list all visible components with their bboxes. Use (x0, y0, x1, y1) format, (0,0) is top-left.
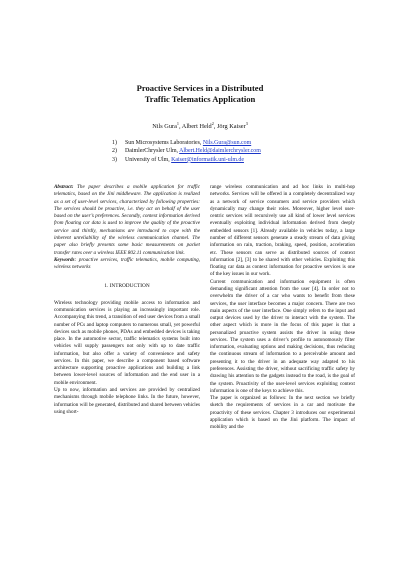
email-link[interactable]: Kaiser@informatik.uni-ulm.de (171, 156, 244, 163)
abstract-label: Abstract: (54, 184, 74, 190)
affiliation-org: Sun Microsystems Laboratories, (125, 140, 203, 146)
author-separator: , (178, 123, 182, 130)
author-name: Albert Held (181, 123, 212, 130)
body-paragraph: range wireless communication and ad hoc links in multi-hop networks. Services will be offered in a completely decentralized way as a network of service consumers and service providers which dynamically may change their roles. Moreover, higher level user-centric services will recursively use all kind of lower level services eventually exploiting individual information derived from deeply embedded sensors [1]. Already available in vehicles today, a large number of different sensors generate a steady stream of data giving information on rain, traction, braking, speed, position, acceleration etc. These sensors can serve as distributed sources of context information [2], [3] to be shared with other vehicles. Exploiting this floating car data as context information for proactive services is one of the key issues in our work. (210, 184, 355, 278)
keywords-label: Keywords (54, 256, 75, 263)
affiliation-org: University of Ulm, (125, 156, 172, 163)
section-heading: 1. INTRODUCTION (104, 283, 150, 290)
abstract-text: The paper describes a mobile application for traffic telematics, based on the Jini middleware. The application is realized as a set of user-level services, characterized by following properties: The services should be proactive, i.e. they act on behalf of the user based on the user’s preferences. Secondly, context information derived from floating car data is used to improve the quality of the proactive service and thirdly, mechanisms are introduced to cope with the inherent unreliability of the wireless communication channel. The paper also briefly presents some basic measurements on packet transfer rates over a wireless IEEE 802.11 communication link. (54, 184, 200, 256)
author-name: Nils Gura (152, 123, 177, 130)
keywords (54, 257, 200, 272)
intro-paragraph: Wireless technology providing mobile access to information and communication services is playing an increasingly important role. Accompanying this trend, a transition of end user devices from a small number of PCs and laptop computers to numerous small, yet powerful devices such as mobile phones, PDAs and embedded devices is taking place. In the automotive sector, traffic telematics systems built into vehicles will supply passengers not only with up to date traffic information, but also offer a variety of convenience and safety services. In this paper, we describe a component based software architecture supporting proactive applications and building a link between lower-level sources of information and the end user in a mobile environment. (54, 299, 200, 386)
body-paragraph: The paper is organized as follows: In the next section we briefly sketch the requirements of services in a car and motivate the proactivity of these services. Chapter 3 introduces our experimental application which is based on the Jini platform. The impact of mobility and the (210, 395, 355, 431)
affiliation-item (112, 139, 322, 147)
affiliation-org: DaimlerChrysler Ulm, (125, 148, 180, 155)
affiliation-item (112, 156, 322, 164)
affiliation-number: 3) (112, 156, 117, 163)
keywords-text: : proactive services, traffic telematics, mobile computing, wireless networks (54, 256, 200, 271)
affiliation-list (112, 139, 322, 164)
email-link[interactable]: Nils.Gura@sun.com (202, 140, 252, 146)
right-column (210, 184, 355, 432)
email-link[interactable]: Albert.Held@daimlerchrysler.com (179, 148, 261, 155)
author-mark: 3 (245, 120, 248, 126)
left-column (54, 184, 200, 416)
intro-paragraph: Up to now, information and services are provided by centralized mechanisms through mobile telephone links. In the future, however, information will be generated, distributed and shared between vehicles using short- (54, 387, 200, 415)
author-list (0, 120, 400, 131)
affiliation-number: 2) (112, 148, 117, 155)
author-separator: , (213, 123, 217, 130)
author-name: Jörg Kaiser (216, 123, 246, 130)
title-line-1: Proactive Services in a Distributed (136, 83, 264, 93)
affiliation-item (112, 147, 322, 155)
abstract (54, 184, 200, 257)
author-mark: 1 (176, 120, 179, 126)
paper-title (0, 83, 400, 105)
author-mark: 2 (211, 120, 214, 126)
affiliation-number: 1) (112, 140, 117, 146)
title-line-2: Traffic Telematics Application (144, 94, 256, 104)
body-paragraph: Current communication and information equipment is often demanding significant attention from the user [4]. In order not to overwhelm the driver of a car who wants to benefit from these services, the user interface becomes a major concern. There are two main aspects of the user interface. One simply refers to the input and output devices used by the driver to interact with the system. The other aspect which is more in the focus of this paper is that a personalized proactive system assists the driver in using these services. The system uses a driver’s profile to autonomously filter information, evaluating options and making decisions, thus reducing the continuous stream of information to a perceivable amount and presenting it to the driver in an adequate way adapted to his preferences. Assisting the driver, without sacrificing traffic safety by drawing his attention to the gadgets instead to the road, is the goal of the system. Proactivity of the user-level services exploiting context information is one of the keys to achieve this. (210, 278, 355, 394)
